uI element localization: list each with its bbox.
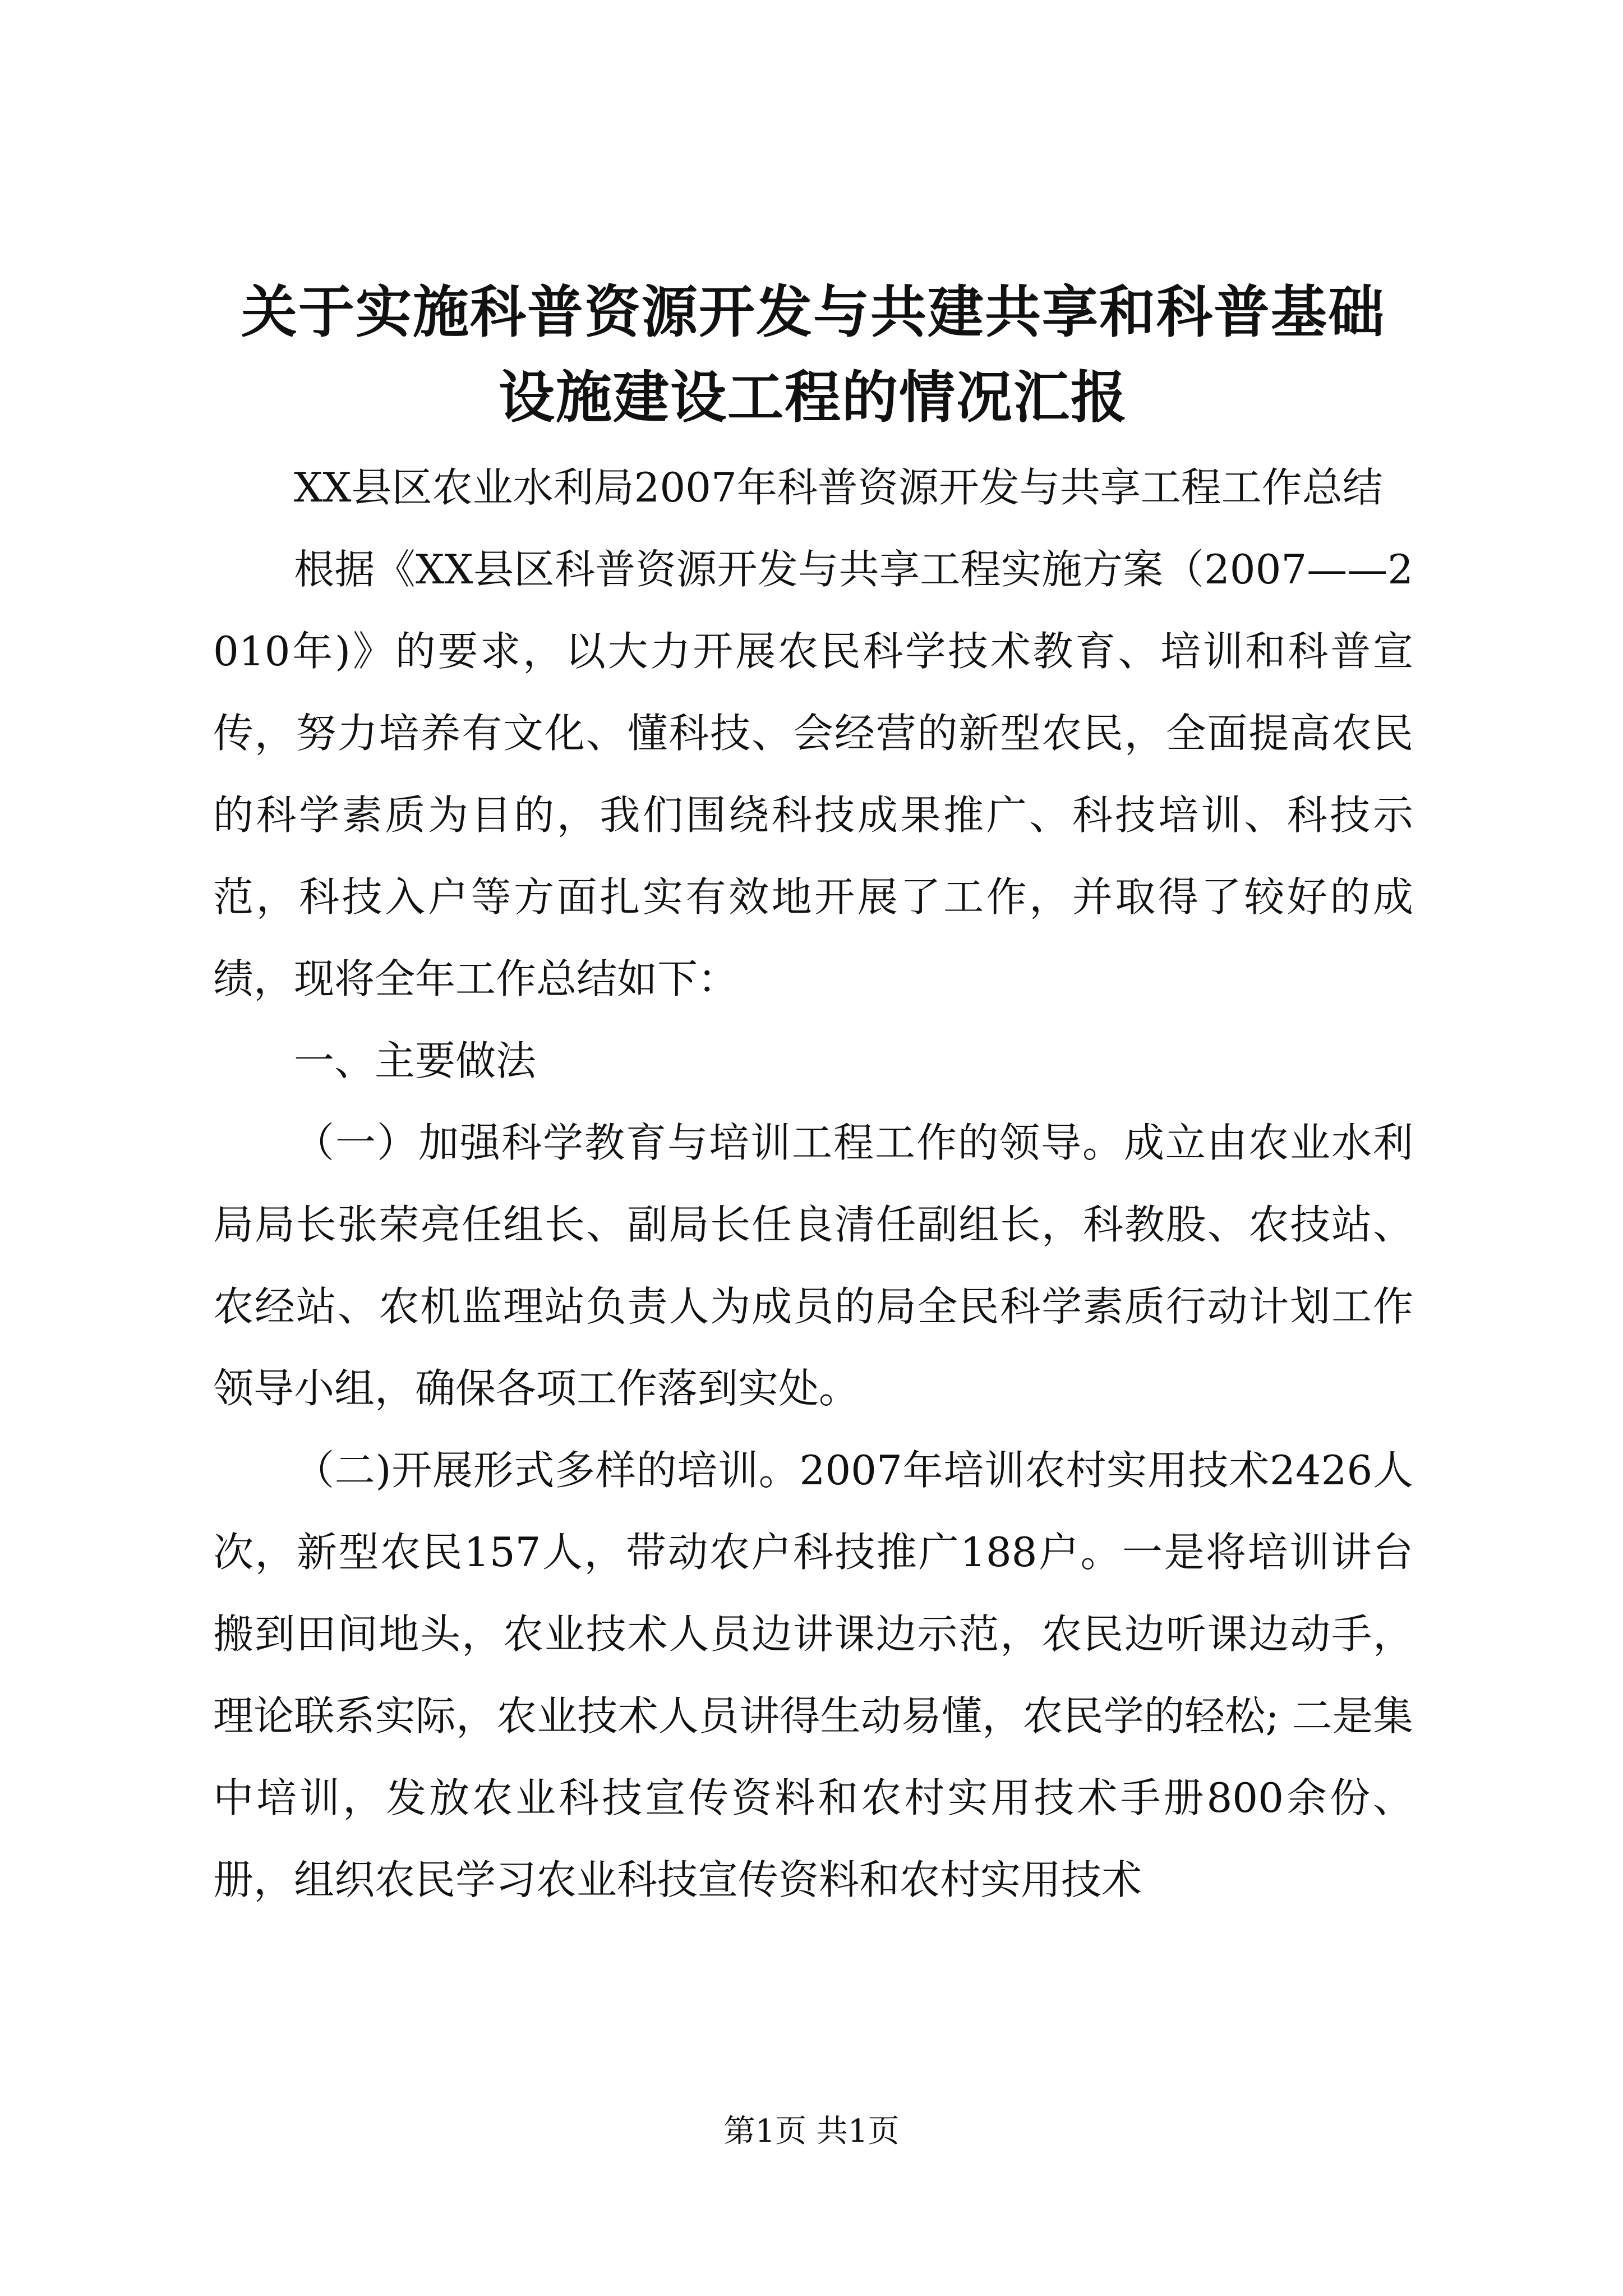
paragraph-leadership: （一）加强科学教育与培训工程工作的领导。成立由农业水利局局长张荣亮任组长、副局长任良清任副组长，科教股、农技站、农经站、农机监理站负责人为成员的局全民科学素质行动计划工作领导小组，确保各项工作落到实处。 — [213, 1119, 1413, 1412]
paragraph-training: （二)开展形式多样的培训。2007年培训农村实用技术2426人次，新型农民157人，带动农户科技推广188户。一是将培训讲台搬到田间地头，农业技术人员边讲课边示范，农民边听课边动手，理论联系实际，农业技术人员讲得生动易懂，农民学的轻松; 二是集中培训，发放农业科技宣传资料和农村实用技术手册800余份、册，组织农民学习农业科技宣传资料和农村实用技术 — [213, 1447, 1413, 1903]
document-subtitle: XX县区农业水利局2007年科普资源开发与共享工程工作总结 — [294, 464, 1383, 511]
document-title-line-1: 关于实施科普资源开发与共建共享和科普基础 — [241, 279, 1385, 345]
document-body — [213, 269, 1413, 1921]
section-heading-main-practices: 一、主要做法 — [294, 1037, 537, 1084]
document-title-line-2: 设施建设工程的情况汇报 — [499, 364, 1128, 430]
paragraph-intro: 根据《XX县区科普资源开发与共享工程实施方案（2007——2010年)》的要求，以大力开展农民科学技术教育、培训和科普宣传，努力培养有文化、懂科技、会经营的新型农民，全面提高农民的科学素质为目的，我们围绕科技成果推广、科技培训、科技示范，科技入户等方面扎实有效地开展了工作，并取得了较好的成绩，现将全年工作总结如下： — [213, 546, 1413, 1002]
document-title — [213, 269, 1413, 440]
page-number-footer: 第1页 共1页 — [723, 2113, 900, 2150]
